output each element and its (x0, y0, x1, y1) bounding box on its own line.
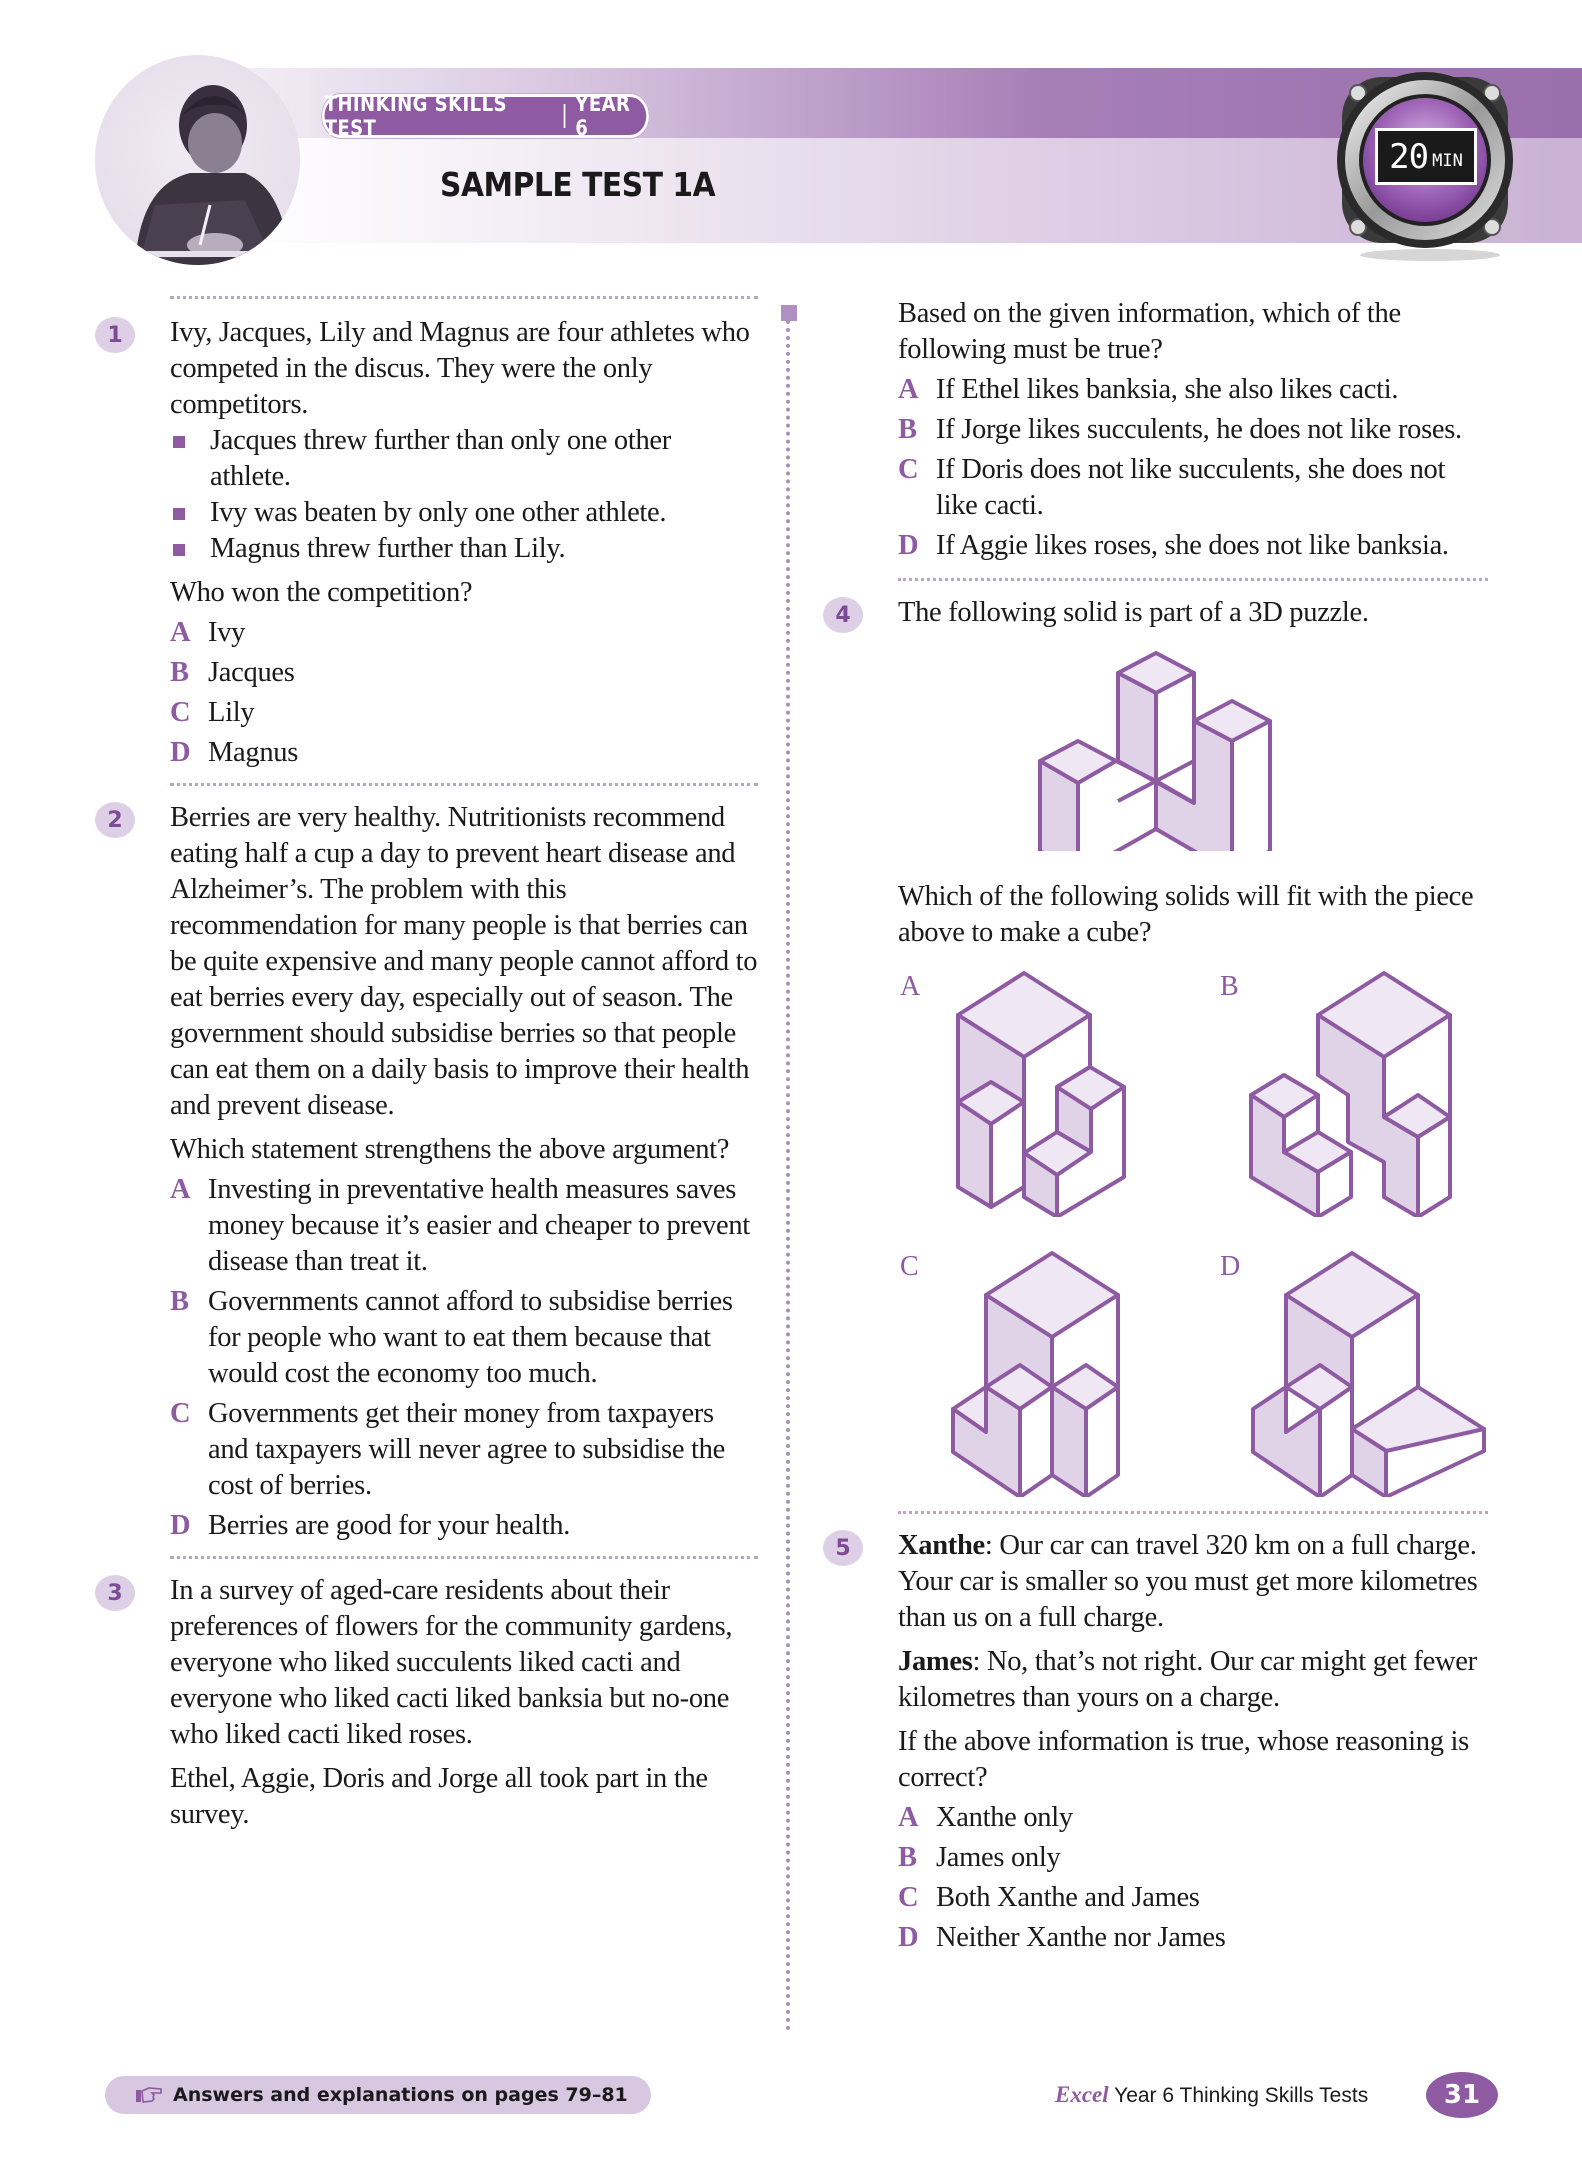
option-text: If Aggie likes roses, she does not like banksia. (936, 530, 1449, 561)
test-series-badge (322, 94, 649, 138)
clue-item (170, 495, 758, 531)
book-title (1055, 2082, 1368, 2108)
right-column (835, 296, 1488, 1960)
speaker-name: James (898, 1646, 973, 1677)
option-letter: C (170, 697, 191, 728)
option-text: James only (936, 1842, 1061, 1873)
answer-option-c[interactable] (898, 1880, 1488, 1916)
student-writing-illustration (95, 55, 300, 265)
page-title: SAMPLE TEST 1A (440, 165, 716, 204)
bullet-square-icon (173, 436, 185, 448)
option-text: Berries are good for your health. (208, 1510, 571, 1541)
question-text: Berries are very healthy. Nutritionists recommend eating half a cup a day to prevent heart disease and Alzheimer’s. The problem with this recommendation for many people is that berries can be quite expensive and many people cannot afford to eat berries every day, especially out of season. The government should subsidise berries so that people can eat them on a daily basis to improve their health and prevent disease. (170, 802, 758, 1121)
column-divider (786, 320, 790, 2032)
answer-figure-d[interactable] (1246, 1247, 1486, 1497)
answer-options (170, 1172, 758, 1544)
clue-item (170, 423, 758, 495)
dialogue-line-2 (898, 1644, 1488, 1716)
question-divider (170, 783, 758, 786)
question-5 (835, 1528, 1488, 1956)
option-letter: A (898, 1802, 919, 1833)
bullet-square-icon (173, 544, 185, 556)
pointing-hand-icon (135, 2085, 163, 2105)
question-text: Ivy, Jacques, Lily and Magnus are four athletes who competed in the discus. They were the only competitors. (170, 317, 750, 420)
option-text: If Doris does not like succulents, she does not like cacti. (936, 454, 1446, 521)
question-prompt: Who won the competition? (170, 577, 473, 608)
option-letter: C (898, 454, 919, 485)
option-letter: D (170, 737, 191, 768)
question-prompt: Which statement strengthens the above argument? (170, 1134, 730, 1165)
clue-text: Magnus threw further than Lily. (210, 533, 566, 564)
answer-option-c[interactable] (170, 1396, 758, 1504)
answer-option-a[interactable] (170, 1172, 758, 1280)
option-letter: B (898, 1842, 917, 1873)
badge-separator (563, 104, 565, 128)
answer-option-b[interactable] (898, 1840, 1488, 1876)
answer-option-a[interactable] (170, 615, 758, 651)
page-header (0, 0, 1582, 280)
question-number-badge: 5 (823, 1530, 863, 1566)
question-divider (170, 1556, 758, 1559)
answer-figure-c[interactable] (948, 1247, 1158, 1497)
option-text: Xanthe only (936, 1802, 1073, 1833)
option-letter: A (170, 1174, 191, 1205)
option-letter: D (898, 530, 919, 561)
option-text: Lily (208, 697, 255, 728)
clue-item (170, 531, 758, 567)
answer-option-c[interactable] (170, 695, 758, 731)
clue-text: Jacques threw further than only one other athlete. (210, 425, 671, 492)
question-divider (170, 296, 758, 299)
answer-figure-b[interactable] (1248, 967, 1458, 1217)
answer-options (898, 1800, 1488, 1956)
answer-option-b[interactable] (170, 655, 758, 691)
answer-figure-grid (898, 957, 1488, 1497)
answer-option-d[interactable] (170, 735, 758, 771)
answer-option-b[interactable] (170, 1284, 758, 1392)
question-divider (898, 1511, 1488, 1514)
puzzle-piece-figure (1038, 651, 1278, 851)
answer-option-a[interactable] (898, 1800, 1488, 1836)
year-label: YEAR 6 (575, 92, 631, 140)
option-text: If Ethel likes banksia, she also likes cacti. (936, 374, 1399, 405)
bullet-square-icon (173, 508, 185, 520)
question-text: In a survey of aged-care residents about their preferences of flowers for the community gardens, everyone who liked succulents liked cacti and everyone who liked cacti liked banksia but no-one who liked cacti liked roses. (170, 1575, 733, 1750)
option-letter: C (898, 1882, 919, 1913)
answer-option-a[interactable] (898, 372, 1488, 408)
question-3-continued (898, 296, 1488, 564)
answer-option-c[interactable] (898, 452, 1488, 524)
brand-name: Excel (1055, 2082, 1109, 2107)
timer-display (1375, 128, 1477, 185)
option-letter: C (170, 1398, 191, 1429)
dialogue-line-1 (898, 1528, 1488, 1636)
option-text: Magnus (208, 737, 299, 768)
question-2 (107, 800, 758, 1544)
student-photo (95, 55, 300, 265)
question-divider (898, 578, 1488, 581)
option-text: Ivy (208, 617, 246, 648)
timer-value: 20 (1389, 136, 1429, 177)
figure-label-d[interactable]: D (1220, 1251, 1241, 1282)
speaker-name: Xanthe (898, 1530, 985, 1561)
option-letter: B (170, 657, 189, 688)
option-text: Jacques (208, 657, 295, 688)
figure-label-b[interactable]: B (1220, 971, 1239, 1002)
clue-list (170, 423, 758, 567)
option-text: Investing in preventative health measures saves money because it’s easier and cheaper to prevent disease than treat it. (208, 1174, 750, 1277)
series-label: THINKING SKILLS TEST (324, 92, 507, 140)
page-number: 31 (1426, 2072, 1498, 2118)
answer-figure-a[interactable] (938, 967, 1138, 1217)
answers-note: Answers and explanations on pages 79–81 (173, 2084, 628, 2106)
option-letter: D (898, 1922, 919, 1953)
answer-option-d[interactable] (898, 528, 1488, 564)
question-number-badge: 3 (95, 1575, 135, 1611)
option-text: Neither Xanthe nor James (936, 1922, 1226, 1953)
question-number-badge: 4 (823, 597, 863, 633)
question-3 (107, 1573, 758, 1833)
option-text: Governments cannot afford to subsidise berries for people who want to eat them because that would cost the economy too much. (208, 1286, 733, 1389)
question-1 (107, 315, 758, 771)
speech-text: : Our car can travel 320 km on a full charge. Your car is smaller so you must get more kilometres than us on a full charge. (898, 1530, 1478, 1633)
option-letter: B (170, 1286, 189, 1317)
option-text: Governments get their money from taxpayers and taxpayers will never agree to subsidise the cost of berries. (208, 1398, 725, 1501)
option-letter: A (170, 617, 191, 648)
book-title-text: Year 6 Thinking Skills Tests (1108, 2084, 1369, 2107)
answer-option-b[interactable] (898, 412, 1488, 448)
answer-options (898, 372, 1488, 564)
answer-options (170, 615, 758, 771)
option-letter: D (170, 1510, 191, 1541)
question-number-badge: 1 (95, 317, 135, 353)
option-letter: B (898, 414, 917, 445)
left-column (107, 296, 758, 1833)
answer-option-d[interactable] (170, 1508, 758, 1544)
clue-text: Ivy was beaten by only one other athlete. (210, 497, 667, 528)
question-text: The following solid is part of a 3D puzzle. (898, 597, 1369, 628)
answer-option-d[interactable] (898, 1920, 1488, 1956)
timer-unit: MIN (1432, 150, 1463, 171)
question-number-badge: 2 (95, 802, 135, 838)
option-letter: A (898, 374, 919, 405)
question-4 (835, 595, 1488, 1497)
question-prompt: Which of the following solids will fit with the piece above to make a cube? (898, 881, 1474, 948)
option-text: If Jorge likes succulents, he does not like roses. (936, 414, 1462, 445)
column-divider-cap (781, 305, 797, 321)
figure-label-a[interactable]: A (900, 971, 921, 1002)
question-prompt: If the above information is true, whose reasoning is correct? (898, 1726, 1469, 1793)
speech-text: : No, that’s not right. Our car might get fewer kilometres than yours on a charge. (898, 1646, 1477, 1713)
figure-label-c[interactable]: C (900, 1251, 919, 1282)
question-prompt: Based on the given information, which of the following must be true? (898, 298, 1401, 365)
answers-reference[interactable] (105, 2076, 651, 2114)
option-text: Both Xanthe and James (936, 1882, 1200, 1913)
question-text-continued: Ethel, Aggie, Doris and Jorge all took part in the survey. (170, 1763, 708, 1830)
